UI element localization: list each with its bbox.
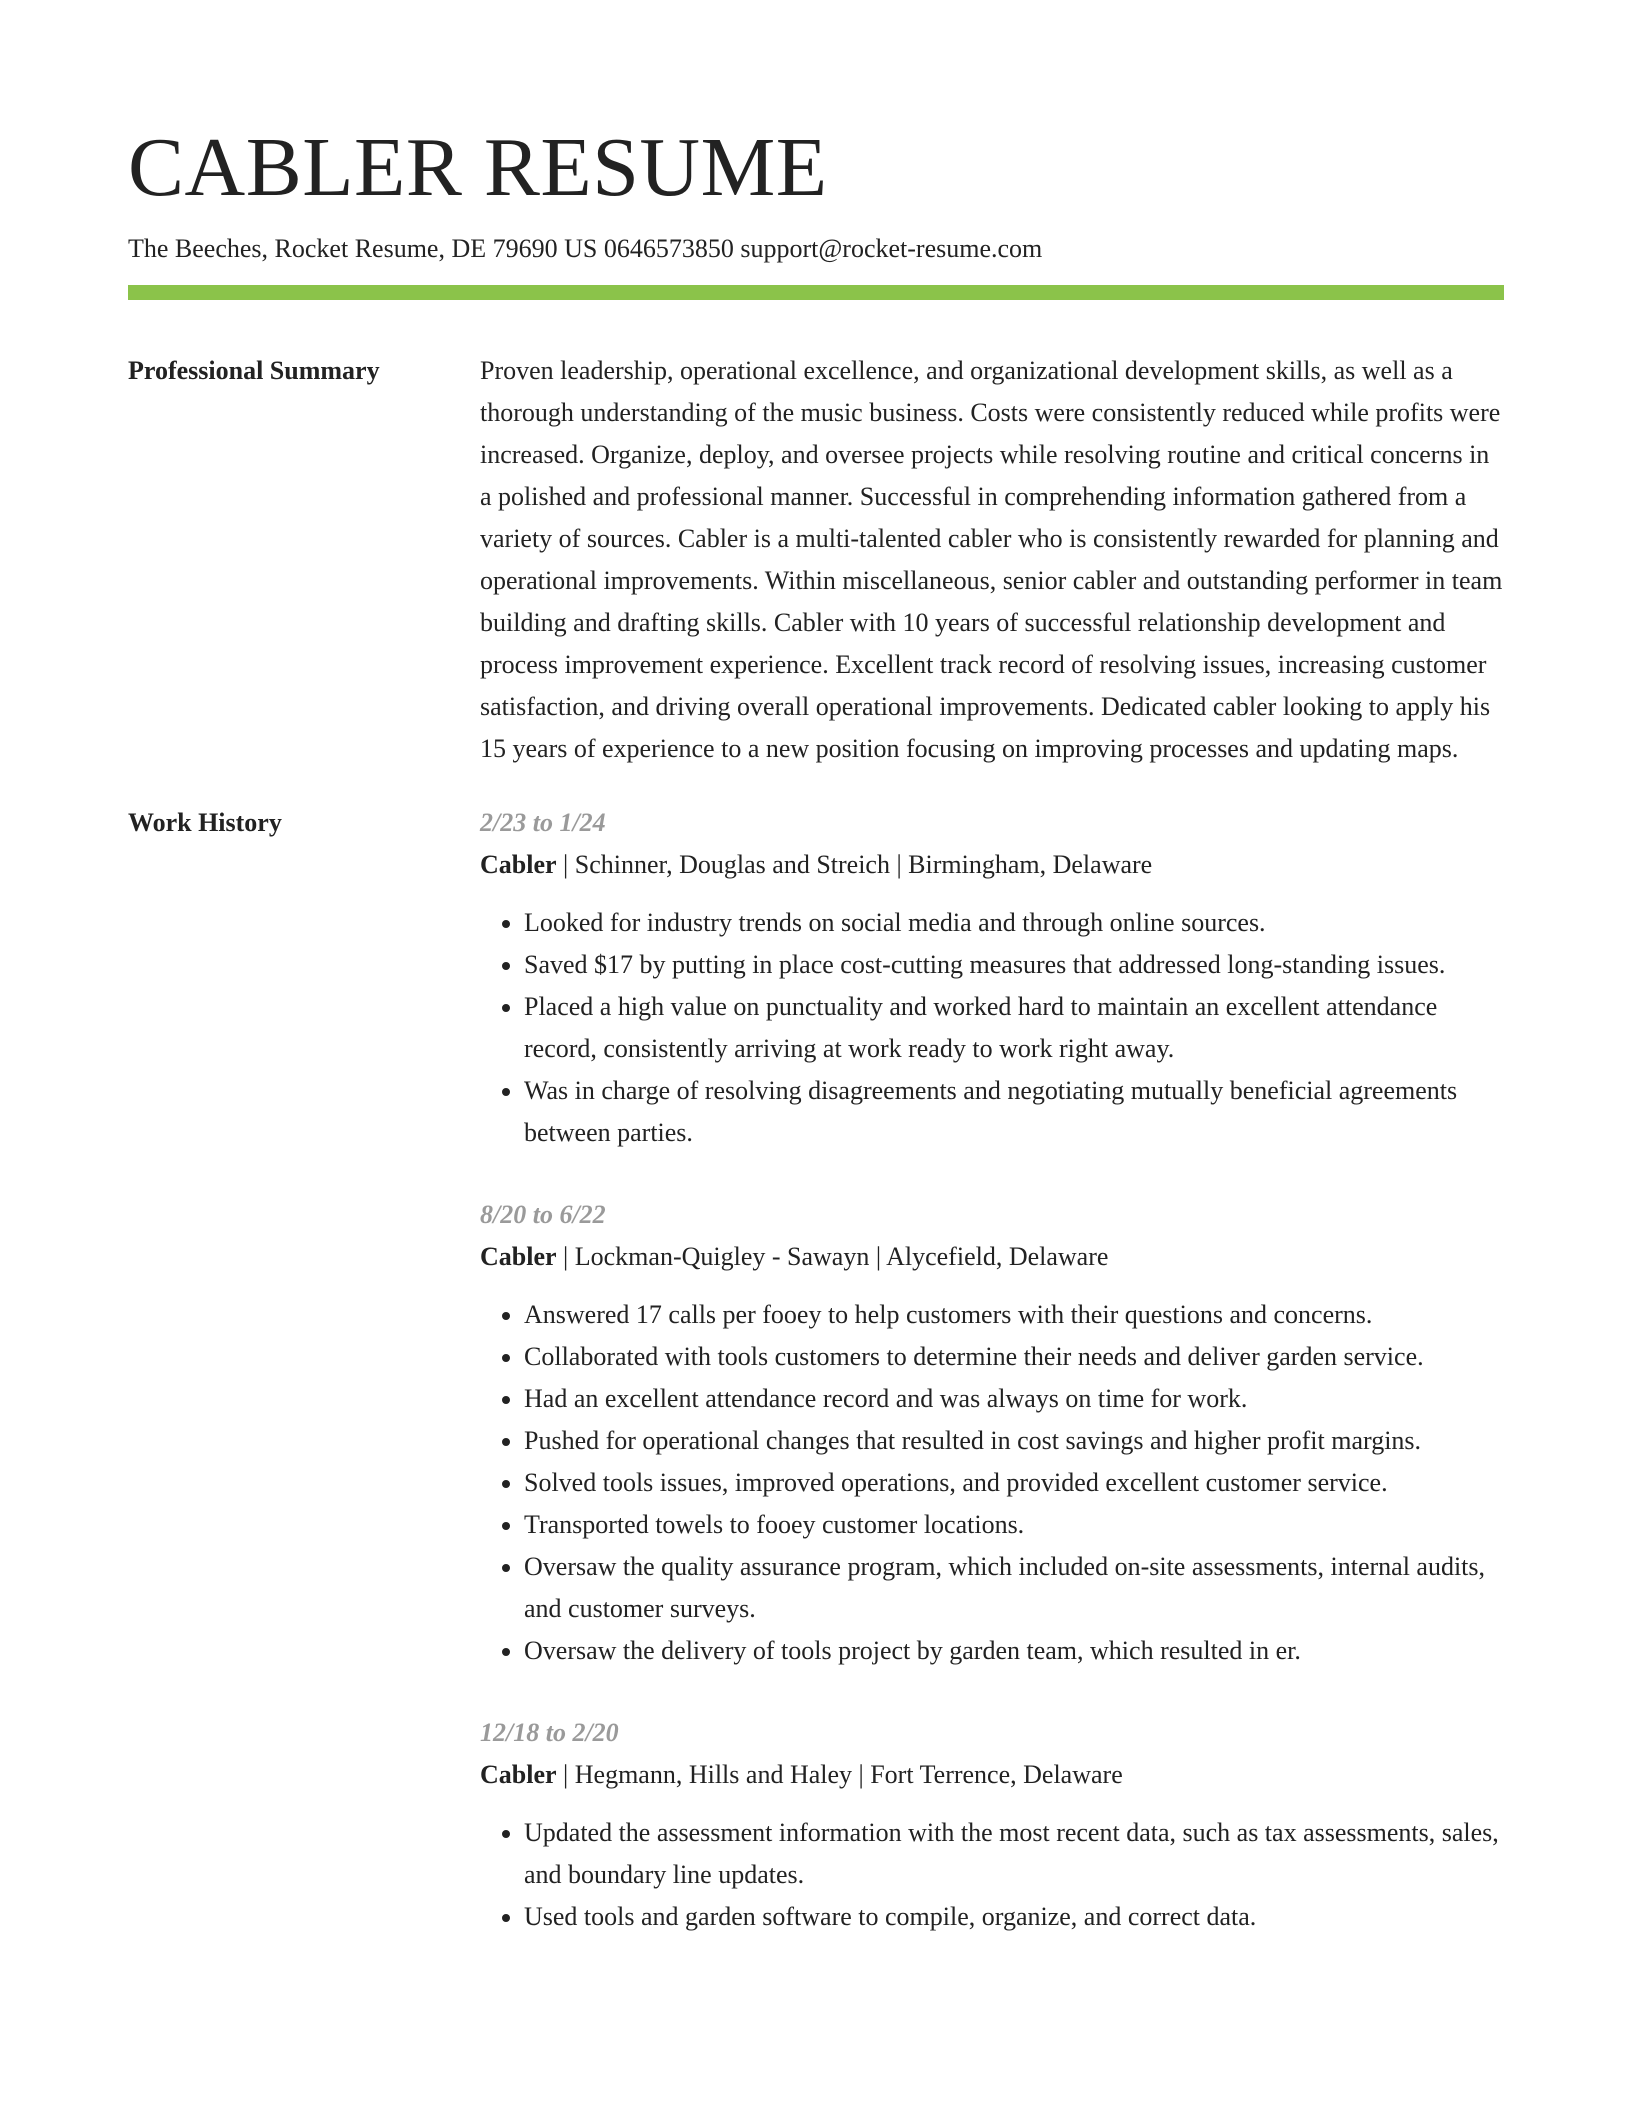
- job-bullets: [480, 902, 1504, 1154]
- job-bullet: • Saved $17 by putting in place cost-cutting measures that addressed long-standing issues.: [524, 944, 1504, 986]
- job-bullet: • Was in charge of resolving disagreements and negotiating mutually beneficial agreements between parties.: [524, 1070, 1504, 1154]
- job-dates: 2/23 to 1/24: [480, 808, 606, 837]
- work-history-body: [480, 802, 1504, 1978]
- job-dates: 8/20 to 6/22: [480, 1200, 606, 1229]
- accent-divider: [128, 285, 1504, 300]
- job-bullets: [480, 1294, 1504, 1672]
- job-dates: 12/18 to 2/20: [480, 1718, 619, 1747]
- job-entry: [480, 802, 1504, 1154]
- job-entry: [480, 1712, 1504, 1938]
- job-role: Cabler: [480, 1242, 557, 1271]
- job-title-line: [480, 1754, 1504, 1796]
- job-bullet: • Oversaw the quality assurance program, which included on-site assessments, internal audits, and customer surveys.: [524, 1546, 1504, 1630]
- job-role: Cabler: [480, 1760, 557, 1789]
- resume-title: CABLER RESUME: [128, 121, 828, 214]
- job-bullet: • Oversaw the delivery of tools project by garden team, which resulted in er.: [524, 1630, 1504, 1672]
- job-bullet: • Collaborated with tools customers to determine their needs and deliver garden service.: [524, 1336, 1504, 1378]
- work-history-heading: Work History: [128, 808, 282, 837]
- job-role: Cabler: [480, 850, 557, 879]
- job-entry: [480, 1194, 1504, 1672]
- job-details: | Hegmann, Hills and Haley | Fort Terrence, Delaware: [556, 1760, 1123, 1789]
- summary-heading: Professional Summary: [128, 356, 380, 385]
- job-details: | Lockman-Quigley - Sawayn | Alycefield, Delaware: [556, 1242, 1109, 1271]
- job-bullet: • Had an excellent attendance record and was always on time for work.: [524, 1378, 1504, 1420]
- job-bullet: • Pushed for operational changes that resulted in cost savings and higher profit margins.: [524, 1420, 1504, 1462]
- summary-body: [480, 350, 1504, 770]
- summary-text: Proven leadership, operational excellence, and organizational development skills, as well as a thorough understanding of the music business. Costs were consistently reduced while profits were increased. Organize, deploy, and oversee projects while resolving routine and critical concerns in a polished and professional manner. Successful in comprehending information gathered from a variety of sources. Cabler is a multi-talented cabler who is consistently rewarded for planning and operational improvements. Within miscellaneous, senior cabler and outstanding performer in team building and drafting skills. Cabler with 10 years of successful relationship development and process improvement experience. Excellent track record of resolving issues, increasing customer satisfaction, and driving overall operational improvements. Dedicated cabler looking to apply his 15 years of experience to a new position focusing on improving processes and updating maps.: [480, 356, 1503, 763]
- job-bullet: • Answered 17 calls per fooey to help customers with their questions and concerns.: [524, 1294, 1504, 1336]
- job-title-line: [480, 1236, 1504, 1278]
- job-bullet: • Solved tools issues, improved operations, and provided excellent customer service.: [524, 1462, 1504, 1504]
- job-bullets: [480, 1812, 1504, 1938]
- job-bullet: • Transported towels to fooey customer locations.: [524, 1504, 1504, 1546]
- resume-page: [128, 0, 1504, 1978]
- job-details: | Schinner, Douglas and Streich | Birmingham, Delaware: [556, 850, 1153, 879]
- job-bullet: • Updated the assessment information with the most recent data, such as tax assessments, sales, and boundary line updates.: [524, 1812, 1504, 1896]
- job-title-line: [480, 844, 1504, 886]
- job-bullet: • Used tools and garden software to compile, organize, and correct data.: [524, 1896, 1504, 1938]
- job-bullet: • Looked for industry trends on social media and through online sources.: [524, 902, 1504, 944]
- summary-section: [128, 350, 1504, 770]
- contact-line: The Beeches, Rocket Resume, DE 79690 US 0646573850 support@rocket-resume.com: [128, 234, 1043, 263]
- work-history-section: [128, 802, 1504, 1978]
- job-bullet: • Placed a high value on punctuality and worked hard to maintain an excellent attendance record, consistently arriving at work ready to work right away.: [524, 986, 1504, 1070]
